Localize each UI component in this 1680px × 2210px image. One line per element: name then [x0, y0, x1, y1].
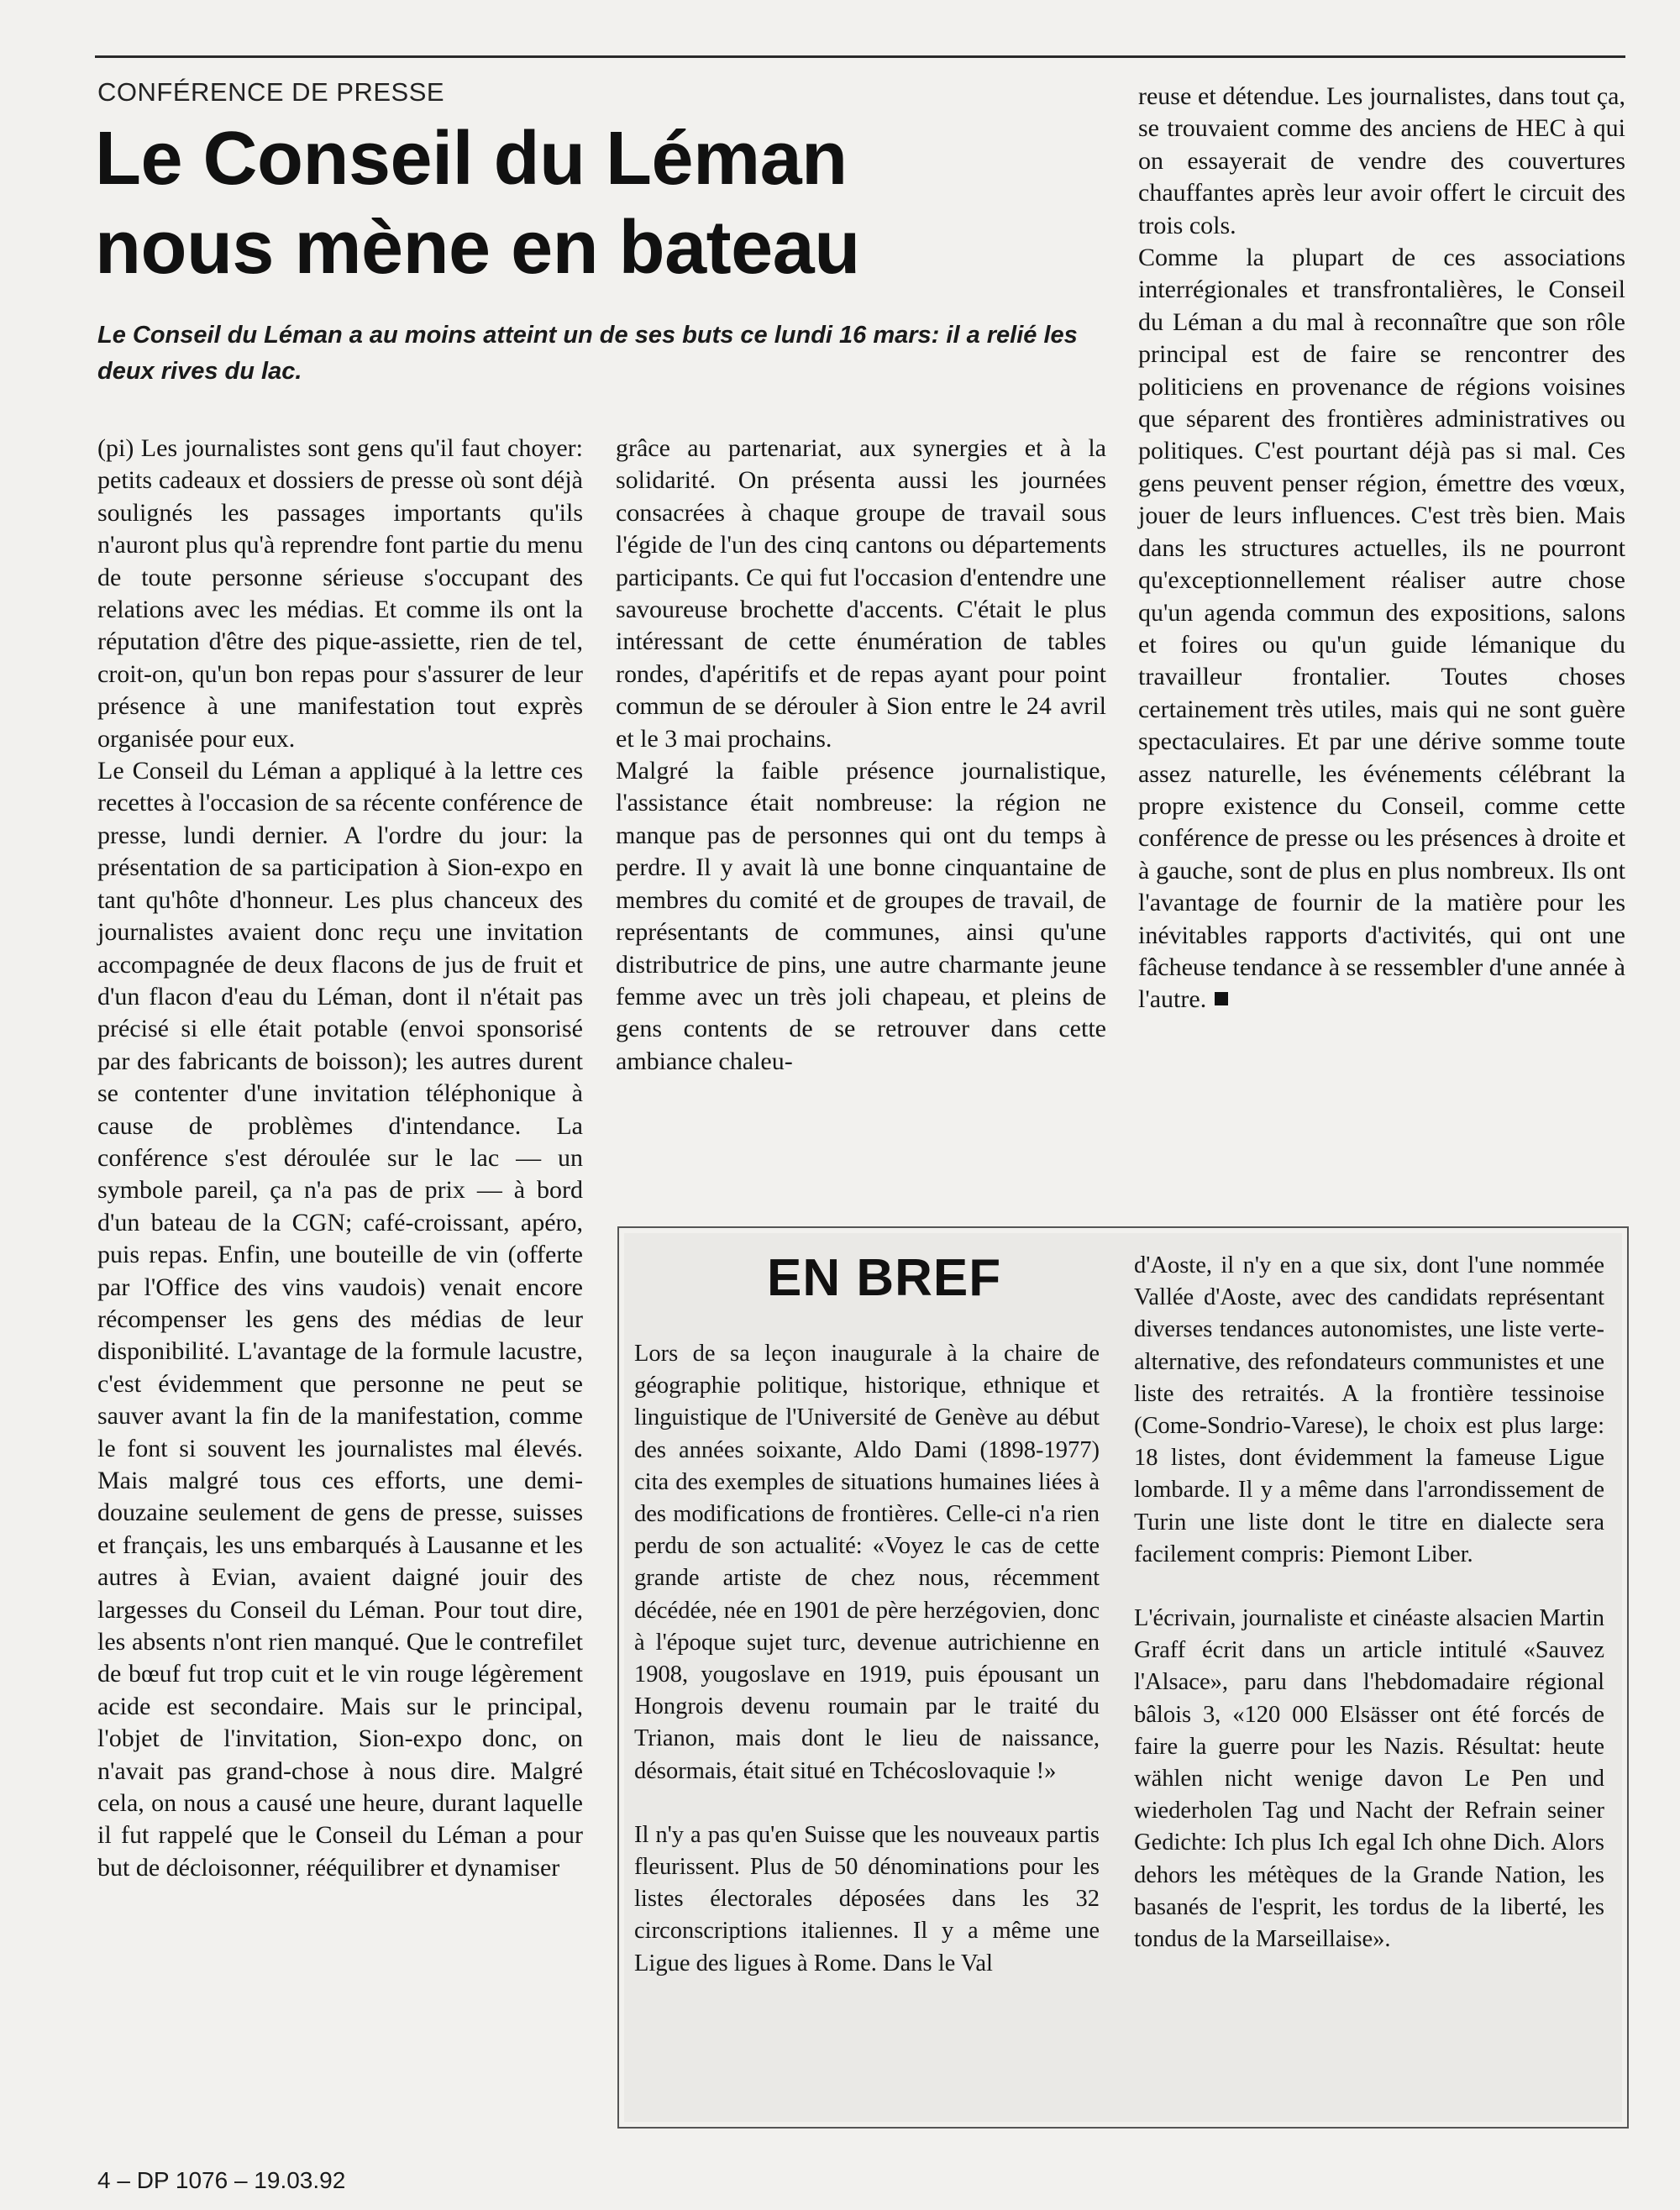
paragraph-gap	[634, 1787, 1100, 1819]
en-bref-column-b	[1134, 1250, 1604, 1955]
headline-line-1: Le Conseil du Léman	[95, 117, 848, 201]
page-footer: 4 – DP 1076 – 19.03.92	[97, 2167, 346, 2193]
headline	[95, 114, 1128, 292]
article-paragraph	[1138, 242, 1625, 1016]
brief-paragraph: Il n'y a pas qu'en Suisse que les nouveaux partis fleurissent. Plus de 50 dénominations pour les listes électorales déposées dans les 32 circonscriptions italiennes. Il y a même une Ligue des ligues à Rome. Dans le Val	[634, 1821, 1100, 1976]
headline-line-2: nous mène en bateau	[95, 206, 860, 290]
article-column-3	[1138, 81, 1625, 1016]
article-paragraph: (pi) Les journalistes sont gens qu'il faut choyer: petits cadeaux et dossiers de presse où sont déjà soulignés les passages importants qu'ils n'auront plus qu'à reprendre font partie du menu de toute personne sérieuse s'occupant des relations avec les médias. Et comme ils ont la réputation d'être des pique-assiette, rien de tel, croit-on, qu'un bon repas pour s'assurer de leur présence à une manifestation tout exprès organisée pour eux.	[97, 434, 583, 753]
en-bref-title: EN BREF	[767, 1249, 1002, 1307]
paragraph-gap	[1134, 1571, 1604, 1603]
top-rule	[95, 55, 1625, 58]
article-paragraph: reuse et détendue. Les journalistes, dans tout ça, se trouvaient comme des anciens de HEC à qui on essayerait de vendre des couvertures chauffantes après leur avoir offert le circuit des trois cols.	[1138, 82, 1625, 239]
article-paragraph-text: Comme la plupart de ces associations interrégionales et transfrontalières, le Conseil du Léman a du mal à reconnaître que son rôle principal est de faire se rencontrer des politiciens en provenance de régions voisines que séparent des frontières administratives ou politiques. C'est pourtant déjà pas si mal. Ces gens peuvent penser région, émettre des vœux, jouer de leurs influences. C'est très bien. Mais dans les structures actuelles, ils ne pourront qu'exceptionnellement réaliser autre chose qu'un agenda commun des expositions, salons et foires ou qu'un guide lémanique du travailleur frontalier. Toutes choses certainement très utiles, mais qui ne sont guère spectaculaires. Et par une dérive somme toute assez naturelle, les événements célébrant la propre existence du Conseil, comme cette conférence de presse ou les présences à droite et à gauche, sont de plus en plus nombreux. Ils ont l'avantage de fournir de la matière pour les inévitables rapports d'activités, qui ont une fâcheuse tendance à se ressembler d'une année à l'autre.	[1138, 244, 1625, 1014]
article-column-1	[97, 433, 583, 1884]
brief-paragraph: d'Aoste, il n'y en a que six, dont l'une nommée Vallée d'Aoste, avec des candidats représentant diverses tendances autonomistes, une liste verte-alternative, des refondateurs communistes et une liste des retraités. A la frontière tessinoise (Come-Sondrio-Varese), le choix est plus large: 18 listes, dont évidemment la fameuse Ligue lombarde. Il y a même dans l'arrondissement de Turin une liste dont le titre en dialecte sera facilement compris: Piemont Liber.	[1134, 1252, 1604, 1567]
brief-paragraph: L'écrivain, journaliste et cinéaste alsacien Martin Graff écrit dans un article intitulé «Sauvez l'Alsace», paru dans l'hebdomadaire régional bâlois 3, «120 000 Elsässer ont été forcés de faire la guerre pour les Nazis. Résultat: heute wählen nicht wenige davon Le Pen und wiederholen Tag und Nacht der Refrain seiner Gedichte: Ich plus Ich egal Ich ohne Dich. Alors dehors les métèques de la Grande Nation, les basanés de l'esprit, les tordus de la liberté, les tondus de la Marseillaise».	[1134, 1605, 1604, 1953]
article-deck: Le Conseil du Léman a au moins atteint un de ses buts ce lundi 16 mars: il a relié les deux rives du lac.	[97, 322, 1078, 385]
en-bref-column-a	[634, 1338, 1100, 1980]
article-paragraph: grâce au partenariat, aux synergies et à la solidarité. On présenta aussi les journées consacrées à chaque groupe de travail sous l'égide de l'un des cinq cantons ou départements participants. Ce qui fut l'occasion d'entendre une savoureuse brochette d'accents. C'était le plus intéressant de cette énumération de tables rondes, d'apéritifs et de repas ayant pour point commun de se dérouler à Sion entre le 24 avril et le 3 mai prochains.	[616, 434, 1106, 753]
article-paragraph: Le Conseil du Léman a appliqué à la lettre ces recettes à l'occasion de sa récente conférence de presse, lundi dernier. A l'ordre du jour: la présentation de sa participation à Sion-expo en tant qu'hôte d'honneur. Les plus chanceux des journalistes avaient donc reçu une invitation accompagnée de deux flacons de jus de fruit et d'un flacon d'eau du Léman, dont il n'était pas précisé si elle était potable (envoi sponsorisé par des fabricants de boisson); les autres durent se contenter d'une invitation téléphonique à cause de problèmes d'intendance. La conférence s'est déroulée sur le lac — un symbole pareil, ça n'a pas de prix — à bord d'un bateau de la CGN; café-croissant, apéro, puis repas. Enfin, une bouteille de vin (offerte par l'Office des vins vaudois) venait encore récompenser les gens des médias de leur disponibilité. L'avantage de la formule lacustre, c'est évidemment que personne ne peut se sauver avant la fin de la manifestation, comme le font si souvent les journalistes mal élevés. Mais malgré tous ces efforts, une demi-douzaine seulement de gens de presse, suisses et français, les uns embarqués à Lausanne et les autres à Evian, avaient daigné jouir des largesses du Conseil du Léman. Pour tout dire, les absents n'ont rien manqué. Que le contrefilet de bœuf fut trop cuit et le vin rouge légèrement acide est secondaire. Mais sur le principal, l'objet de l'invitation, Sion-expo donc, on n'avait pas grand-chose à nous dire. Malgré cela, on nous a causé une heure, durant laquelle il fut rappelé que le Conseil du Léman a pour but de décloisonner, rééquilibrer et dynamiser	[97, 757, 583, 1882]
end-of-article-mark	[1215, 992, 1228, 1005]
article-paragraph: Malgré la faible présence journalistique, l'assistance était nombreuse: la région ne manque pas de personnes qui ont du temps à perdre. Il y avait là une bonne cinquantaine de membres du comité et de groupes de travail, de représentants de communes, ainsi qu'une distributrice de pins, une autre charmante jeune femme avec un très joli chapeau, et pleins de gens contents de se retrouver dans cette ambiance chaleu-	[616, 757, 1106, 1075]
article-column-2	[616, 433, 1106, 1078]
section-kicker: CONFÉRENCE DE PRESSE	[97, 77, 445, 107]
brief-paragraph: Lors de sa leçon inaugurale à la chaire de géographie politique, historique, ethnique et linguistique de l'Université de Genève au début des années soixante, Aldo Dami (1898-1977) cita des exemples de situations humaines liées à des modifications de frontières. Celle-ci n'a rien perdu de son actualité: «Voyez le cas de cette grande artiste de chez nous, récemment décédée, née en 1901 de père herzégovien, donc à l'époque sujet turc, devenue autrichienne en 1908, yougoslave en 1919, puis épousant un Hongrois devenu roumain par le traité du Trianon, mais dont le lieu de naissance, désormais, était situé en Tchécoslovaquie !»	[634, 1341, 1100, 1784]
